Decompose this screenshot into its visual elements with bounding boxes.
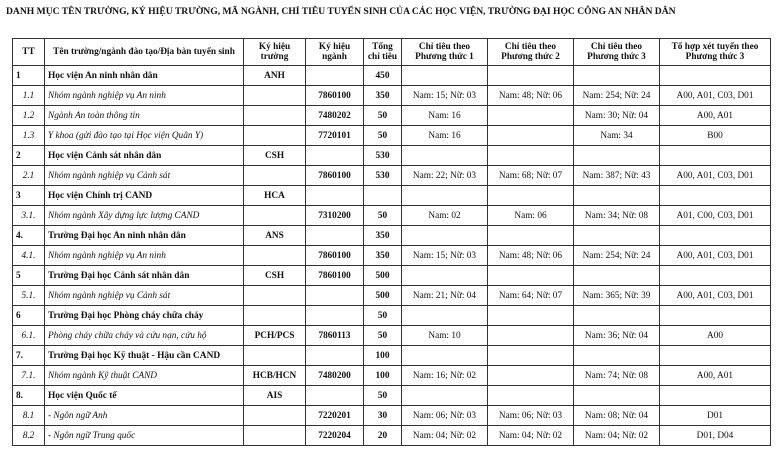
program-row <box>13 86 771 106</box>
cell-school-code: CSH <box>244 266 306 286</box>
cell-method-1 <box>402 226 488 246</box>
cell-method-3: Nam: 387; Nữ: 43 <box>574 166 660 186</box>
cell-tt: 1 <box>13 66 45 86</box>
cell-method-1: Nam: 15; Nữ: 03 <box>402 246 488 266</box>
cell-name: Nhóm ngành Kỹ thuật CAND <box>45 366 244 386</box>
cell-name: Trường Đại học Kỹ thuật - Hậu cần CAND <box>45 346 244 366</box>
cell-combination <box>660 146 771 166</box>
cell-name: Học viện Chính trị CAND <box>45 186 244 206</box>
cell-name: Y khoa (gửi đào tạo tại Học viện Quân Y) <box>45 126 244 146</box>
cell-major-code: 7860100 <box>306 246 364 266</box>
cell-major-code <box>306 186 364 206</box>
cell-tt: 2 <box>13 146 45 166</box>
cell-school-code <box>244 166 306 186</box>
cell-method-1 <box>402 266 488 286</box>
cell-total: 50 <box>364 386 402 406</box>
cell-name: Nhóm ngành nghiệp vụ An ninh <box>45 86 244 106</box>
cell-combination <box>660 186 771 206</box>
cell-tt: 1.1 <box>13 86 45 106</box>
cell-name: Học viện Cảnh sát nhân dân <box>45 146 244 166</box>
cell-method-2 <box>488 326 574 346</box>
cell-total: 350 <box>364 86 402 106</box>
cell-method-1: Nam: 04; Nữ: 02 <box>402 426 488 446</box>
cell-total: 100 <box>364 366 402 386</box>
cell-method-3 <box>574 146 660 166</box>
cell-tt: 5.1. <box>13 286 45 306</box>
cell-tt: 7. <box>13 346 45 366</box>
cell-major-code <box>306 386 364 406</box>
cell-tt: 6 <box>13 306 45 326</box>
cell-major-code: 7310200 <box>306 206 364 226</box>
cell-school-code <box>244 286 306 306</box>
header-major-code: Ký hiệu ngành <box>306 39 364 66</box>
cell-method-3: Nam: 74; Nữ: 08 <box>574 366 660 386</box>
cell-total: 50 <box>364 106 402 126</box>
program-row <box>13 246 771 266</box>
cell-major-code <box>306 306 364 326</box>
cell-total: 350 <box>364 246 402 266</box>
cell-major-code <box>306 66 364 86</box>
cell-method-1: Nam: 02 <box>402 206 488 226</box>
cell-method-1 <box>402 386 488 406</box>
cell-tt: 8. <box>13 386 45 406</box>
cell-method-1: Nam: 16 <box>402 106 488 126</box>
school-row <box>13 386 771 406</box>
cell-method-1: Nam: 21; Nữ: 04 <box>402 286 488 306</box>
cell-combination: A00, A01, C03, D01 <box>660 246 771 266</box>
cell-combination: D01, D04 <box>660 426 771 446</box>
cell-method-3 <box>574 266 660 286</box>
cell-method-2: Nam: 48; Nữ: 06 <box>488 246 574 266</box>
school-row <box>13 146 771 166</box>
cell-school-code <box>244 406 306 426</box>
cell-school-code <box>244 106 306 126</box>
cell-total: 530 <box>364 146 402 166</box>
cell-method-2: Nam: 64; Nữ: 07 <box>488 286 574 306</box>
cell-major-code: 7220204 <box>306 426 364 446</box>
cell-tt: 7.1. <box>13 366 45 386</box>
cell-combination <box>660 346 771 366</box>
cell-name: Trường Đại học An ninh nhân dân <box>45 226 244 246</box>
table-body <box>13 66 771 446</box>
cell-combination: A00, A01, C03, D01 <box>660 286 771 306</box>
cell-name: Ngành An toàn thông tin <box>45 106 244 126</box>
cell-school-code <box>244 206 306 226</box>
cell-name: Học viện Quốc tế <box>45 386 244 406</box>
cell-method-2 <box>488 106 574 126</box>
cell-combination: A00, A01, C03, D01 <box>660 166 771 186</box>
cell-combination: A00 <box>660 326 771 346</box>
cell-method-3: Nam: 254; Nữ: 24 <box>574 246 660 266</box>
header-method-1: Chỉ tiêu theo Phương thức 1 <box>402 39 488 66</box>
cell-name: Nhóm ngành nghiệp vụ An ninh <box>45 246 244 266</box>
cell-tt: 5 <box>13 266 45 286</box>
cell-name: Nhóm ngành nghiệp vụ Cảnh sát <box>45 166 244 186</box>
header-name: Tên trường/ngành đào tạo/Địa bàn tuyển sinh <box>45 39 244 66</box>
cell-method-3: Nam: 254; Nữ: 24 <box>574 86 660 106</box>
header-school-code: Ký hiệu trường <box>244 39 306 66</box>
cell-tt: 3.1. <box>13 206 45 226</box>
cell-tt: 6.1. <box>13 326 45 346</box>
cell-major-code <box>306 346 364 366</box>
cell-method-3 <box>574 66 660 86</box>
cell-combination <box>660 386 771 406</box>
cell-method-1 <box>402 66 488 86</box>
cell-method-2 <box>488 306 574 326</box>
cell-total: 30 <box>364 406 402 426</box>
school-row <box>13 306 771 326</box>
cell-name: - Ngôn ngữ Anh <box>45 406 244 426</box>
cell-method-1 <box>402 346 488 366</box>
cell-method-3: Nam: 04; Nữ: 02 <box>574 426 660 446</box>
cell-method-2: Nam: 68; Nữ: 07 <box>488 166 574 186</box>
school-row <box>13 186 771 206</box>
cell-name: Phòng cháy chữa cháy và cứu nạn, cứu hộ <box>45 326 244 346</box>
document-title: DANH MỤC TÊN TRƯỜNG, KÝ HIỆU TRƯỜNG, MÃ NGÀNH, CHỈ TIÊU TUYỂN SINH CỦA CÁC HỌC VIỆN, TRƯỜNG ĐẠI HỌC CÔNG AN NHÂN DÂN <box>6 6 676 17</box>
cell-tt: 3 <box>13 186 45 206</box>
school-row <box>13 346 771 366</box>
cell-tt: 4. <box>13 226 45 246</box>
table-header-row <box>13 39 771 66</box>
cell-combination: A01, C00, C03, D01 <box>660 206 771 226</box>
cell-method-2: Nam: 04; Nữ: 02 <box>488 426 574 446</box>
cell-total: 100 <box>364 346 402 366</box>
program-row <box>13 366 771 386</box>
cell-combination: B00 <box>660 126 771 146</box>
cell-method-2: Nam: 06; Nữ: 03 <box>488 406 574 426</box>
cell-combination <box>660 266 771 286</box>
cell-name: Trường Đại học Cảnh sát nhân dân <box>45 266 244 286</box>
program-row <box>13 126 771 146</box>
cell-method-2 <box>488 346 574 366</box>
cell-method-3 <box>574 186 660 206</box>
cell-method-3 <box>574 226 660 246</box>
cell-tt: 4.1. <box>13 246 45 266</box>
cell-school-code <box>244 426 306 446</box>
cell-method-2 <box>488 66 574 86</box>
cell-major-code <box>306 146 364 166</box>
cell-combination <box>660 226 771 246</box>
cell-method-1 <box>402 146 488 166</box>
header-combination: Tổ hợp xét tuyển theo Phương thức 3 <box>660 39 771 66</box>
cell-total: 500 <box>364 266 402 286</box>
cell-tt: 1.3 <box>13 126 45 146</box>
cell-method-1: Nam: 15; Nữ: 03 <box>402 86 488 106</box>
cell-method-2: Nam: 48; Nữ: 06 <box>488 86 574 106</box>
cell-tt: 8.2 <box>13 426 45 446</box>
cell-school-code <box>244 246 306 266</box>
header-method-3: Chỉ tiêu theo Phương thức 3 <box>574 39 660 66</box>
cell-method-2 <box>488 366 574 386</box>
cell-combination <box>660 66 771 86</box>
cell-method-2 <box>488 146 574 166</box>
program-row <box>13 426 771 446</box>
cell-method-2 <box>488 126 574 146</box>
cell-school-code <box>244 306 306 326</box>
cell-total: 450 <box>364 66 402 86</box>
school-row <box>13 66 771 86</box>
cell-combination <box>660 306 771 326</box>
cell-method-1: Nam: 22; Nữ: 03 <box>402 166 488 186</box>
cell-method-1 <box>402 306 488 326</box>
cell-total: 530 <box>364 166 402 186</box>
cell-major-code: 7480202 <box>306 106 364 126</box>
cell-school-code <box>244 346 306 366</box>
cell-school-code <box>244 126 306 146</box>
cell-combination: A00, A01, C03, D01 <box>660 86 771 106</box>
cell-tt: 2.1 <box>13 166 45 186</box>
cell-major-code <box>306 226 364 246</box>
cell-method-1: Nam: 16; Nữ: 02 <box>402 366 488 386</box>
cell-name: Trường Đại học Phòng cháy chữa cháy <box>45 306 244 326</box>
cell-name: Nhóm ngành nghiệp vụ Cảnh sát <box>45 286 244 306</box>
cell-method-3: Nam: 08; Nữ: 04 <box>574 406 660 426</box>
cell-method-1: Nam: 16 <box>402 126 488 146</box>
cell-combination: A00, A01 <box>660 106 771 126</box>
cell-method-3: Nam: 34; Nữ: 08 <box>574 206 660 226</box>
cell-major-code <box>306 286 364 306</box>
program-row <box>13 286 771 306</box>
program-row <box>13 326 771 346</box>
cell-total: 500 <box>364 286 402 306</box>
cell-total: 350 <box>364 226 402 246</box>
cell-method-3 <box>574 386 660 406</box>
header-tt: TT <box>13 39 45 66</box>
cell-method-2 <box>488 386 574 406</box>
header-total: Tổng chỉ tiêu <box>364 39 402 66</box>
cell-total: 50 <box>364 326 402 346</box>
program-row <box>13 106 771 126</box>
cell-method-2 <box>488 226 574 246</box>
cell-method-1: Nam: 06; Nữ: 03 <box>402 406 488 426</box>
cell-major-code: 7720101 <box>306 126 364 146</box>
cell-method-1: Nam: 10 <box>402 326 488 346</box>
cell-name: Nhóm ngành Xây dựng lực lượng CAND <box>45 206 244 226</box>
cell-major-code: 7860100 <box>306 266 364 286</box>
cell-school-code: HCB/HCN <box>244 366 306 386</box>
cell-school-code: ANS <box>244 226 306 246</box>
cell-school-code <box>244 86 306 106</box>
program-row <box>13 206 771 226</box>
cell-major-code: 7860100 <box>306 166 364 186</box>
cell-method-2 <box>488 186 574 206</box>
cell-combination: A00, A01 <box>660 366 771 386</box>
school-row <box>13 226 771 246</box>
cell-method-3: Nam: 36; Nữ: 04 <box>574 326 660 346</box>
cell-school-code: ANH <box>244 66 306 86</box>
cell-major-code: 7480200 <box>306 366 364 386</box>
cell-major-code: 7860113 <box>306 326 364 346</box>
program-row <box>13 166 771 186</box>
cell-method-2: Nam: 06 <box>488 206 574 226</box>
admissions-table <box>12 38 771 446</box>
school-row <box>13 266 771 286</box>
cell-total: 20 <box>364 426 402 446</box>
cell-name: Học viện An ninh nhân dân <box>45 66 244 86</box>
cell-total <box>364 186 402 206</box>
cell-method-3 <box>574 306 660 326</box>
cell-school-code: CSH <box>244 146 306 166</box>
cell-total: 50 <box>364 206 402 226</box>
cell-combination: D01 <box>660 406 771 426</box>
cell-method-2 <box>488 266 574 286</box>
cell-method-1 <box>402 186 488 206</box>
cell-name: - Ngôn ngữ Trung quốc <box>45 426 244 446</box>
cell-major-code: 7220201 <box>306 406 364 426</box>
cell-tt: 1.2 <box>13 106 45 126</box>
cell-school-code: HCA <box>244 186 306 206</box>
header-method-2: Chỉ tiêu theo Phương thức 2 <box>488 39 574 66</box>
cell-method-3: Nam: 30; Nữ: 04 <box>574 106 660 126</box>
cell-method-3 <box>574 346 660 366</box>
cell-major-code: 7860100 <box>306 86 364 106</box>
cell-method-3: Nam: 34 <box>574 126 660 146</box>
cell-total: 50 <box>364 126 402 146</box>
cell-total: 50 <box>364 306 402 326</box>
cell-school-code: PCH/PCS <box>244 326 306 346</box>
cell-method-3: Nam: 365; Nữ: 39 <box>574 286 660 306</box>
cell-tt: 8.1 <box>13 406 45 426</box>
cell-school-code: AIS <box>244 386 306 406</box>
program-row <box>13 406 771 426</box>
